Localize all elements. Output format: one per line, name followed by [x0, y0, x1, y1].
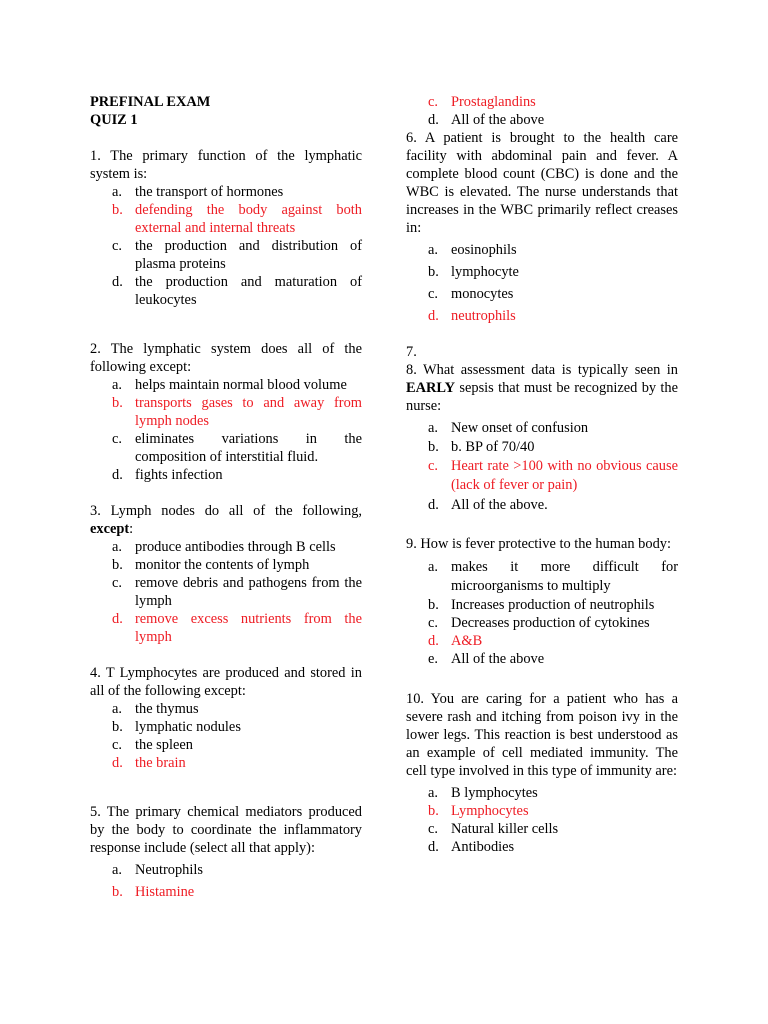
question-7 — [406, 343, 678, 361]
option-d-answer: d. neutrophils — [428, 308, 516, 324]
right-column — [406, 93, 678, 856]
question-4 — [90, 664, 362, 772]
option-d-answer: d. A&B — [428, 633, 483, 649]
question-stem: 2. The lymphatic system does all of the following except: — [90, 341, 362, 375]
option-a: a. Neutrophils — [112, 862, 203, 878]
option-c: c. Decreases production of cytokines — [428, 615, 650, 631]
question-10 — [406, 690, 678, 856]
option-a: a. the thymus — [112, 701, 199, 717]
option-a: a. makes it more difficult for microorganisms to multiply — [428, 559, 678, 594]
option-d: d. All of the above. — [428, 497, 548, 513]
option-d: d. the production and maturation of leukocytes — [112, 274, 362, 308]
option-c: c. the spleen — [112, 737, 193, 753]
option-b-answer: b. Histamine — [112, 884, 195, 900]
question-5 — [90, 803, 362, 901]
option-c: c. remove debris and pathogens from the lymph — [112, 575, 362, 609]
question-stem: 1. The primary function of the lymphatic system is: — [90, 148, 362, 182]
question-stem: 10. You are caring for a patient who has a severe rash and itching from poison ivy in the lower legs. This reaction is best understood as an example of cell mediated immunity. The cell type involved in this type of immunity are: — [406, 691, 678, 779]
question-3 — [90, 502, 362, 646]
option-d: d. Antibodies — [428, 839, 515, 855]
question-stem: 3. Lymph nodes do all of the following, except: — [90, 503, 362, 537]
option-b-answer: b. Lymphocytes — [428, 803, 529, 819]
option-b: b. lymphocyte — [428, 264, 519, 280]
option-d: d. All of the above — [428, 112, 545, 128]
option-d: d. fights infection — [112, 467, 223, 483]
exam-title: PREFINAL EXAM — [90, 94, 211, 110]
option-a: a. helps maintain normal blood volume — [112, 377, 347, 393]
option-c: c. monocytes — [428, 286, 514, 302]
question-8 — [406, 361, 678, 514]
option-b-answer: b. defending the body against both external and internal threats — [112, 202, 362, 236]
option-a: a. the transport of hormones — [112, 184, 284, 200]
option-e: e. All of the above — [428, 651, 545, 667]
question-1 — [90, 147, 362, 309]
option-c: c. eliminates variations in the composition of interstitial fluid. — [112, 431, 362, 465]
option-b-answer: b. transports gases to and away from lymph nodes — [112, 395, 362, 429]
question-9 — [406, 535, 678, 668]
option-c-answer: c. Prostaglandins — [428, 94, 536, 110]
left-column — [90, 93, 362, 905]
question-stem: 7. — [406, 344, 417, 360]
option-c: c. the production and distribution of plasma proteins — [112, 238, 362, 272]
question-stem: 8. What assessment data is typically seen in EARLY sepsis that must be recognized by the nurse: — [406, 362, 678, 414]
option-b: b. Increases production of neutrophils — [428, 597, 655, 613]
question-6 — [406, 129, 678, 325]
option-c-answer: c. Heart rate >100 with no obvious cause (lack of fever or pain) — [428, 458, 678, 493]
question-2 — [90, 340, 362, 484]
option-a: a. eosinophils — [428, 242, 517, 258]
option-c: c. Natural killer cells — [428, 821, 559, 837]
option-b: b. monitor the contents of lymph — [112, 557, 310, 573]
option-d-answer: d. remove excess nutrients from the lymph — [112, 611, 362, 645]
question-stem: 4. T Lymphocytes are produced and stored in all of the following except: — [90, 665, 362, 699]
option-b: b. lymphatic nodules — [112, 719, 241, 735]
quiz-title: QUIZ 1 — [90, 112, 138, 128]
question-5-continued — [406, 93, 678, 129]
option-b: b. b. BP of 70/40 — [428, 439, 535, 455]
option-a: a. produce antibodies through B cells — [112, 539, 336, 555]
option-d-answer: d. the brain — [112, 755, 186, 771]
question-stem: 5. The primary chemical mediators produced by the body to coordinate the inflammatory response include (select all that apply): — [90, 804, 362, 856]
option-a: a. New onset of confusion — [428, 420, 589, 436]
option-a: a. B lymphocytes — [428, 785, 538, 801]
question-stem: 6. A patient is brought to the health care facility with abdominal pain and fever. A complete blood count (CBC) is done and the WBC is elevated. The nurse understands that increases in the WBC primarily reflect creases in: — [406, 130, 678, 236]
question-stem: 9. How is fever protective to the human body: — [406, 536, 671, 552]
